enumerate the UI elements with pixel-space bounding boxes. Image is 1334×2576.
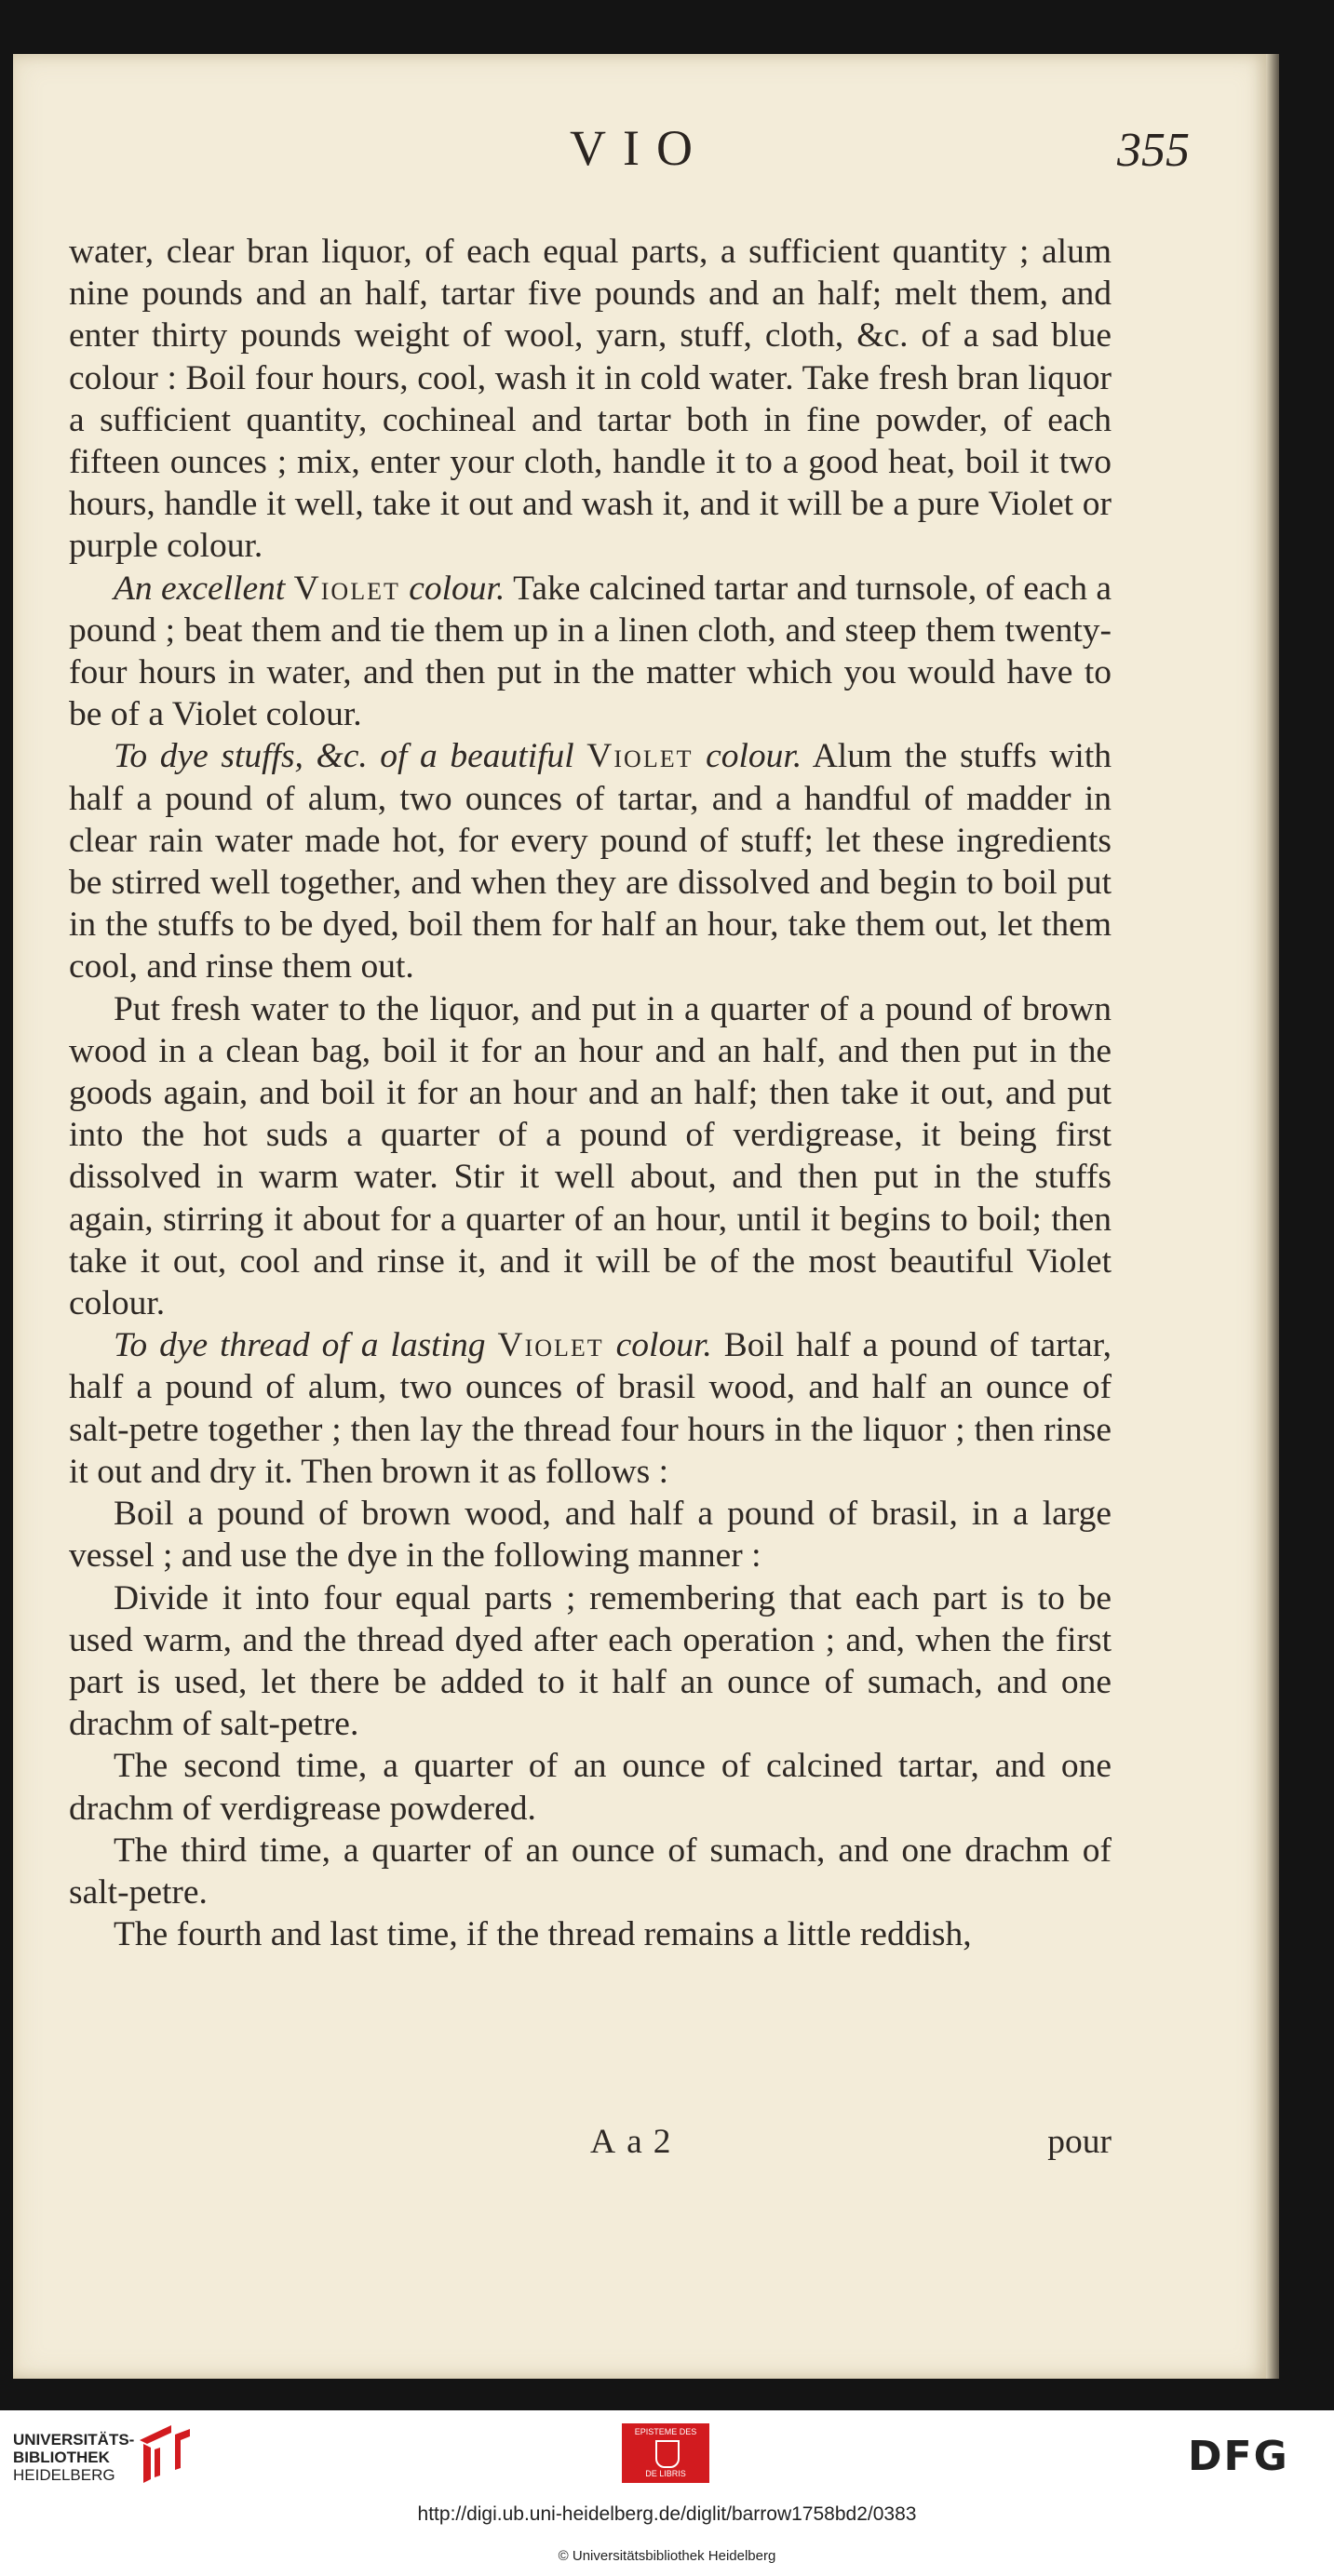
viewer-footer	[0, 2410, 1334, 2576]
book-page	[13, 54, 1266, 2379]
library-name-line2: BIBLIOTHEK	[13, 2449, 110, 2466]
paragraph: Boil a pound of brown wood, and half a pound of brasil, in a large vessel ; and use the dye in the following manner :	[69, 1495, 1112, 1576]
body-text	[69, 231, 1112, 1955]
paragraph: water, clear bran liquor, of each equal parts, a sufficient quantity ; alum nine pounds and an half, tartar five pounds and an half; melt them, and enter thirty pounds weight of wool, yarn, stuff, cloth, &c. of a sad blue colour : Boil four hours, cool, wash it in cold water. Take fresh bran liquor a sufficient quantity, cochineal and tartar both in fine powder, of each fifteen ounces ; mix, enter your cloth, handle it to a good heat, boil it two hours, handle it well, take it out and wash it, and it will be a pure Violet or purple colour.	[69, 233, 1112, 566]
signature-mark: Aa2	[590, 2123, 682, 2161]
library-name-line3: HEIDELBERG	[13, 2466, 115, 2484]
dfg-logo[interactable]: DFG	[1188, 2433, 1289, 2480]
page-foot	[69, 2122, 1112, 2168]
project-logo[interactable]: EPISTEME DES DE LIBRIS	[622, 2423, 709, 2483]
paragraph: The second time, a quarter of an ounce of calcined tartar, and one drachm of verdigrease powdered.	[69, 1747, 1112, 1828]
paragraph: An excellent Violet colour. Take calcined tartar and turnsole, of each a pound ; beat them and tie them up in a linen cloth, and steep them twenty-four hours in water, and then put in the matter which you would have to be of a Violet colour.	[69, 569, 1112, 734]
crest-icon	[655, 2440, 680, 2468]
page-header	[13, 119, 1266, 203]
page-number: 355	[1117, 124, 1190, 177]
permalink[interactable]: http://digi.ub.uni-heidelberg.de/diglit/barrow1758bd2/0383	[417, 2503, 917, 2525]
page-edge-shadow	[1266, 54, 1279, 2379]
paragraph: Put fresh water to the liquor, and put in a quarter of a pound of brown wood in a clean bag, boil it for an hour and an half, and then put in the goods again, and boil it for an hour and an half; then take it out, and put into the hot suds a quarter of a pound of verdigrease, it being first dissolved in warm water. Stir it well about, and then put in the stuffs again, stirring it about for a quarter of an hour, until it begins to boil; then take it out, cool and rinse it, and it will be of the most beautiful Violet colour.	[69, 989, 1112, 1323]
paragraph: The third time, a quarter of an ounce of sumach, and one drachm of salt-petre.	[69, 1831, 1112, 1912]
library-logo[interactable]	[13, 2418, 199, 2492]
paragraph: Divide it into four equal parts ; remembering that each part is to be used warm, and the thread dyed after each operation ; and, when the first part is used, let there be added to it half an ounce of sumach, and one drachm of salt-petre.	[69, 1578, 1112, 1744]
catchword: pour	[1047, 2123, 1112, 2161]
paragraph: To dye thread of a lasting Violet colour. Boil half a pound of tartar, half a pound of alum, two ounces of brasil wood, and half an ounce of salt-petre together ; then lay the thread four hours in the liquor ; then rinse it out and dry it. Then brown it as follows :	[69, 1326, 1112, 1491]
paragraph: To dye stuffs, &c. of a beautiful Violet colour. Alum the stuffs with half a pound of alum, two ounces of tartar, and a handful of madder in clear rain water made hot, for every pound of stuff; let these ingredients be stirred well together, and when they are dissolved and begin to boil put in the stuffs to be dyed, boil them for half an hour, take them out, let them cool, and rinse them out.	[69, 737, 1112, 986]
paragraph: The fourth and last time, if the thread remains a little reddish,	[114, 1915, 972, 1954]
library-name-line1: UNIVERSITÄTS-	[13, 2431, 135, 2449]
copyright-notice: © Universitätsbibliothek Heidelberg	[558, 2548, 776, 2564]
running-head: VIO	[570, 120, 709, 176]
library-mark-icon	[134, 2422, 192, 2487]
